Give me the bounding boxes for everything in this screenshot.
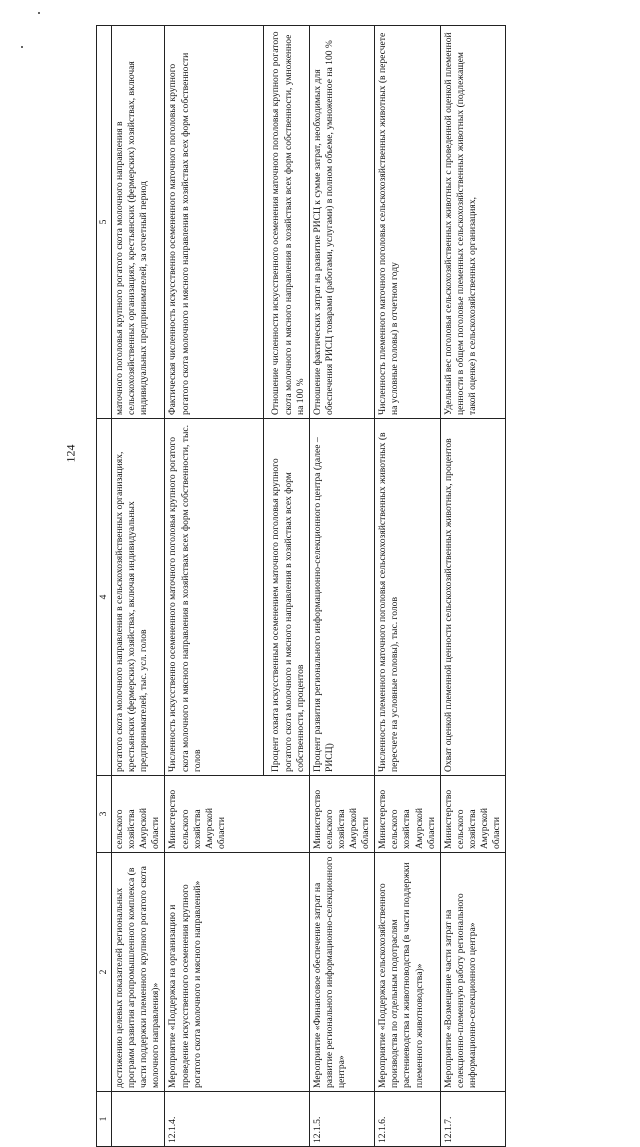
table-row bbox=[440, 26, 505, 1147]
executor: сельского хозяйства Амурской области bbox=[112, 776, 165, 853]
table-row bbox=[309, 26, 374, 1147]
executor: Министерство сельского хозяйства Амурской области bbox=[165, 776, 309, 853]
header-row bbox=[97, 26, 112, 1147]
measure-name: Мероприятие «Финансовое обеспечение затрат на развитие регионального информационно-селекционного центра» bbox=[309, 853, 374, 1092]
calculation-method: маточного поголовья крупного рогатого скота молочного направления в сельскохозяйственных организациях, крестьянских (фермерских) хозяйствах, включая индивидуальных предпринимателей, за отчетный период bbox=[112, 26, 165, 419]
table-row bbox=[165, 26, 309, 1147]
indicator-cell bbox=[165, 419, 309, 776]
page-number: 124 bbox=[63, 444, 78, 463]
column-header-2: 2 bbox=[97, 853, 112, 1092]
indicator-secondary: Процент охвата искусственным осеменением маточного поголовья крупного рогатого скота молочного и мясного направления в хозяйствах всех форм собственности, процентов bbox=[263, 419, 306, 775]
calculation-method: Удельный вес поголовья сельскохозяйственных животных с проведенной оценкой племенной ценности в общем поголовье племенных сельскохозяйственных животных (подлежащем такой оценке) в сельскохозяйственных организациях, bbox=[440, 26, 505, 419]
calculation-method-secondary: Отношение численности искусственного осеменения маточного поголовья крупного рогатого скота молочного и мясного направления в хозяйствах всех форм собственности, умноженное на 100 % bbox=[263, 26, 306, 418]
measures-table bbox=[96, 25, 506, 1147]
measure-name: Мероприятие «Поддержка сельскохозяйственного производства по отдельным подотраслям растениеводства и животноводства (в части поддержки племенного животноводства)» bbox=[375, 853, 440, 1092]
column-header-3: 3 bbox=[97, 776, 112, 853]
indicator: Процент развития регионального информационно-селекционного центра (далее – РИСЦ) bbox=[309, 419, 374, 776]
table-row bbox=[375, 26, 440, 1147]
column-header-5: 5 bbox=[97, 26, 112, 419]
executor: Министерство сельского хозяйства Амурской области bbox=[440, 776, 505, 853]
indicator: Охват оценкой племенной ценности сельскохозяйственных животных, процентов bbox=[440, 419, 505, 776]
rotated-table-container bbox=[96, 31, 548, 1147]
scan-speck bbox=[38, 12, 40, 14]
measure-name: достижению целевых показателей региональных программ развития агропромышленного комплекса (в части поддержки племенного крупного рогатого скота молочного направления)» bbox=[112, 853, 165, 1092]
row-number bbox=[112, 1092, 165, 1147]
calculation-method: Отношение фактических затрат на развитие РИСЦ к сумме затрат, необходимых для обеспечения РИСЦ товарами (работами, услугами) в полном объеме, умноженное на 100 % bbox=[309, 26, 374, 419]
row-number: 12.1.4. bbox=[165, 1092, 309, 1147]
measure-name: Мероприятие «Поддержка на организацию и проведение искусственного осеменения крупного рогатого скота молочного и мясного направлений» bbox=[165, 853, 309, 1092]
executor: Министерство сельского хозяйства Амурской области bbox=[375, 776, 440, 853]
column-header-4: 4 bbox=[97, 419, 112, 776]
calculation-method: Численность племенного маточного поголовья сельскохозяйственных животных (в пересчете на условные головы) в отчетном году bbox=[375, 26, 440, 419]
scan-speck bbox=[21, 46, 23, 48]
indicator: Численность искусственно осемененного маточного поголовья крупного рогатого скота молочного и мясного направления в хозяйствах всех форм собственности, тыс. голов bbox=[167, 424, 203, 772]
table-row bbox=[112, 26, 165, 1147]
measure-name: Мероприятие «Возмещение части затрат на селекционно-племенную работу регионального информационно-селекционного центра» bbox=[440, 853, 505, 1092]
row-number: 12.1.5. bbox=[309, 1092, 374, 1147]
row-number: 12.1.6. bbox=[375, 1092, 440, 1147]
indicator: Численность племенного маточного поголовья сельскохозяйственных животных (в пересчете на условные головы), тыс. голов bbox=[375, 419, 440, 776]
indicator: рогатого скота молочного направления в сельскохозяйственных организациях, крестьянских (фермерских) хозяйствах, включая индивидуальных предпринимателей, тыс. усл. голов bbox=[112, 419, 165, 776]
column-header-1: 1 bbox=[97, 1092, 112, 1147]
row-number: 12.1.7. bbox=[440, 1092, 505, 1147]
executor: Министерство сельского хозяйства Амурской области bbox=[309, 776, 374, 853]
calculation-method: Фактическая численность искусственно осемененного маточного поголовья крупного рогатого скота молочного и мясного направления в хозяйствах всех форм собственности bbox=[167, 52, 191, 415]
calculation-method-cell bbox=[165, 26, 309, 419]
